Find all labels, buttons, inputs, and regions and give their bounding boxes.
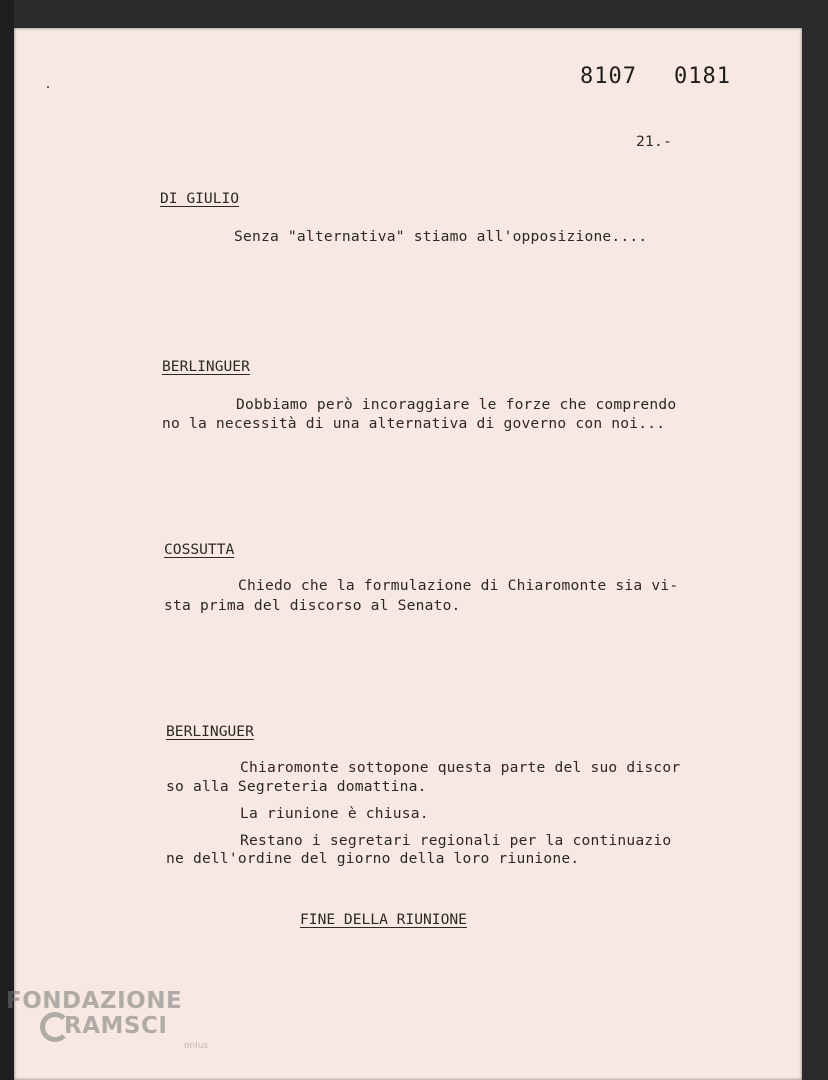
fondazione-gramsci-watermark — [6, 988, 209, 1051]
speech-line: La riunione è chiusa. — [240, 805, 429, 822]
speech-line: sta prima del discorso al Senato. — [164, 597, 461, 614]
speech-line: Chiedo che la formulazione di Chiaromonte sia vi- — [238, 577, 679, 594]
watermark-g-icon — [40, 1012, 70, 1042]
speech-line: no la necessità di una alternativa di governo con noi... — [162, 415, 666, 432]
speech-line: Restano i segretari regionali per la continuazio — [240, 832, 672, 849]
speaker-berlinguer-2: BERLINGUER — [166, 723, 254, 740]
watermark-small-text: onlus — [184, 1041, 209, 1051]
speech-line: Senza "alternativa" stiamo all'opposizione.... — [234, 228, 648, 245]
speech-line: ne dell'ordine del giorno della loro riunione. — [166, 850, 580, 867]
scan-binding-edge — [0, 0, 14, 1080]
speaker-cossutta: COSSUTTA — [164, 541, 235, 558]
speech-line: Dobbiamo però incoraggiare le forze che comprendo — [236, 396, 677, 413]
serial-number-right: 0181 — [674, 64, 731, 89]
speech-line: so alla Segreteria domattina. — [166, 778, 427, 795]
ink-dot — [47, 86, 49, 88]
scan-right-edge — [802, 0, 828, 1080]
closing-line: FINE DELLA RIUNIONE — [300, 911, 467, 928]
page-number: 21.- — [636, 133, 672, 150]
watermark-line1: FONDAZIONE — [6, 988, 183, 1014]
typewritten-page — [14, 28, 802, 1080]
speaker-berlinguer-1: BERLINGUER — [162, 358, 250, 375]
speaker-di-giulio: DI GIULIO — [160, 190, 240, 207]
speech-line: Chiaromonte sottopone questa parte del suo discor — [240, 759, 681, 776]
serial-number-left: 8107 — [580, 64, 637, 89]
watermark-line2: RAMSCI — [64, 1013, 168, 1039]
